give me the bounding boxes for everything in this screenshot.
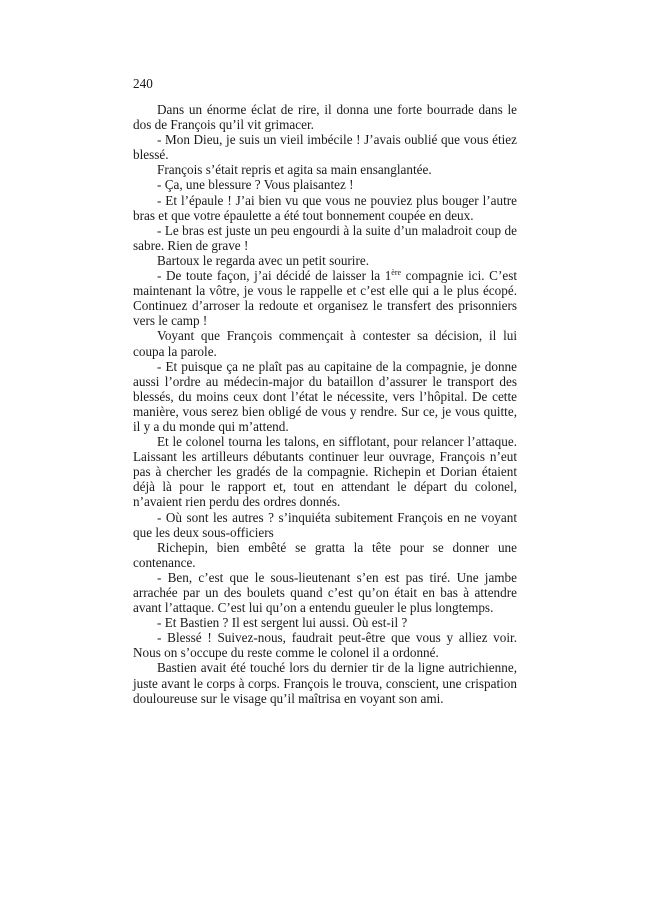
ordinal-superscript: ère [391, 268, 402, 278]
body-text [133, 102, 517, 706]
paragraph: - Ça, une blessure ? Vous plaisantez ! [157, 177, 354, 193]
paragraph: Voyant que François commençait à contester sa décision, il lui coupa la parole. [133, 328, 517, 359]
text-run: compagnie ici. C’est maintenant la vôtre, je vous le rappelle et c’est elle qui a le plus écopé. Continuez d’arroser la redoute et organisez le transfert des prisonniers vers le camp ! [133, 268, 518, 329]
paragraph: Bartoux le regarda avec un petit sourire. [157, 252, 370, 268]
paragraph: François s’était repris et agita sa main ensanglantée. [157, 162, 432, 178]
paragraph: - Le bras est juste un peu engourdi à la suite d’un maladroit coup de sabre. Rien de grave ! [133, 222, 517, 253]
text-run: - De toute façon, j’ai décidé de laisser la 1 [157, 268, 392, 284]
paragraph: - Mon Dieu, je suis un vieil imbécile ! J’avais oublié que vous étiez blessé. [133, 132, 517, 163]
paragraph: - Et puisque ça ne plaît pas au capitaine de la compagnie, je donne aussi l’ordre au médecin-major du bataillon d’assurer le transport des blessés, du moins ceux dont l’état le nécessite, vers l’hôpital. De cette manière, vous serez bien obligé de vous y rendre. Sur ce, je vous quitte, il y a du monde qui m’attend. [133, 358, 517, 434]
paragraph: - Où sont les autres ? s’inquiéta subitement François en ne voyant que les deux sous-officiers [133, 509, 517, 540]
paragraph: - Blessé ! Suivez-nous, faudrait peut-être que vous y alliez voir. Nous on s’occupe du reste comme le colonel il a ordonné. [133, 630, 517, 661]
paragraph: Bastien avait été touché lors du dernier tir de la ligne autrichienne, juste avant le corps à corps. François le trouva, conscient, une crispation douloureuse sur le visage qu’il maîtrisa en voyant son ami. [133, 660, 517, 706]
page-number: 240 [133, 76, 153, 91]
paragraph: - Et Bastien ? Il est sergent lui aussi. Où est-il ? [157, 615, 408, 631]
paragraph: - Et l’épaule ! J’ai bien vu que vous ne pouviez plus bouger l’autre bras et que votre épaulette a été tout bonnement coupée en deux. [133, 192, 517, 223]
paragraph: Dans un énorme éclat de rire, il donna une forte bourrade dans le dos de François qu’il vit grimacer. [133, 102, 517, 133]
paragraph-company [133, 268, 517, 328]
paragraph: Richepin, bien embêté se gratta la tête pour se donner une contenance. [133, 539, 517, 570]
paragraph: Et le colonel tourna les talons, en sifflotant, pour relancer l’attaque. Laissant les artilleurs débutants continuer leur ouvrage, François n’eut pas à chercher les gradés de la compagnie. Richepin et Dorian étaient déjà là pour le rapport et, tout en attendant le départ du colonel, n’avaient rien perdu des ordres donnés. [133, 434, 517, 510]
paragraph: - Ben, c’est que le sous-lieutenant s’en est pas tiré. Une jambe arrachée par un des boulets quand c’est qu’on était en bas à attendre avant l’attaque. C’est lui qu’on a entendu gueuler le plus longtemps. [133, 569, 517, 616]
